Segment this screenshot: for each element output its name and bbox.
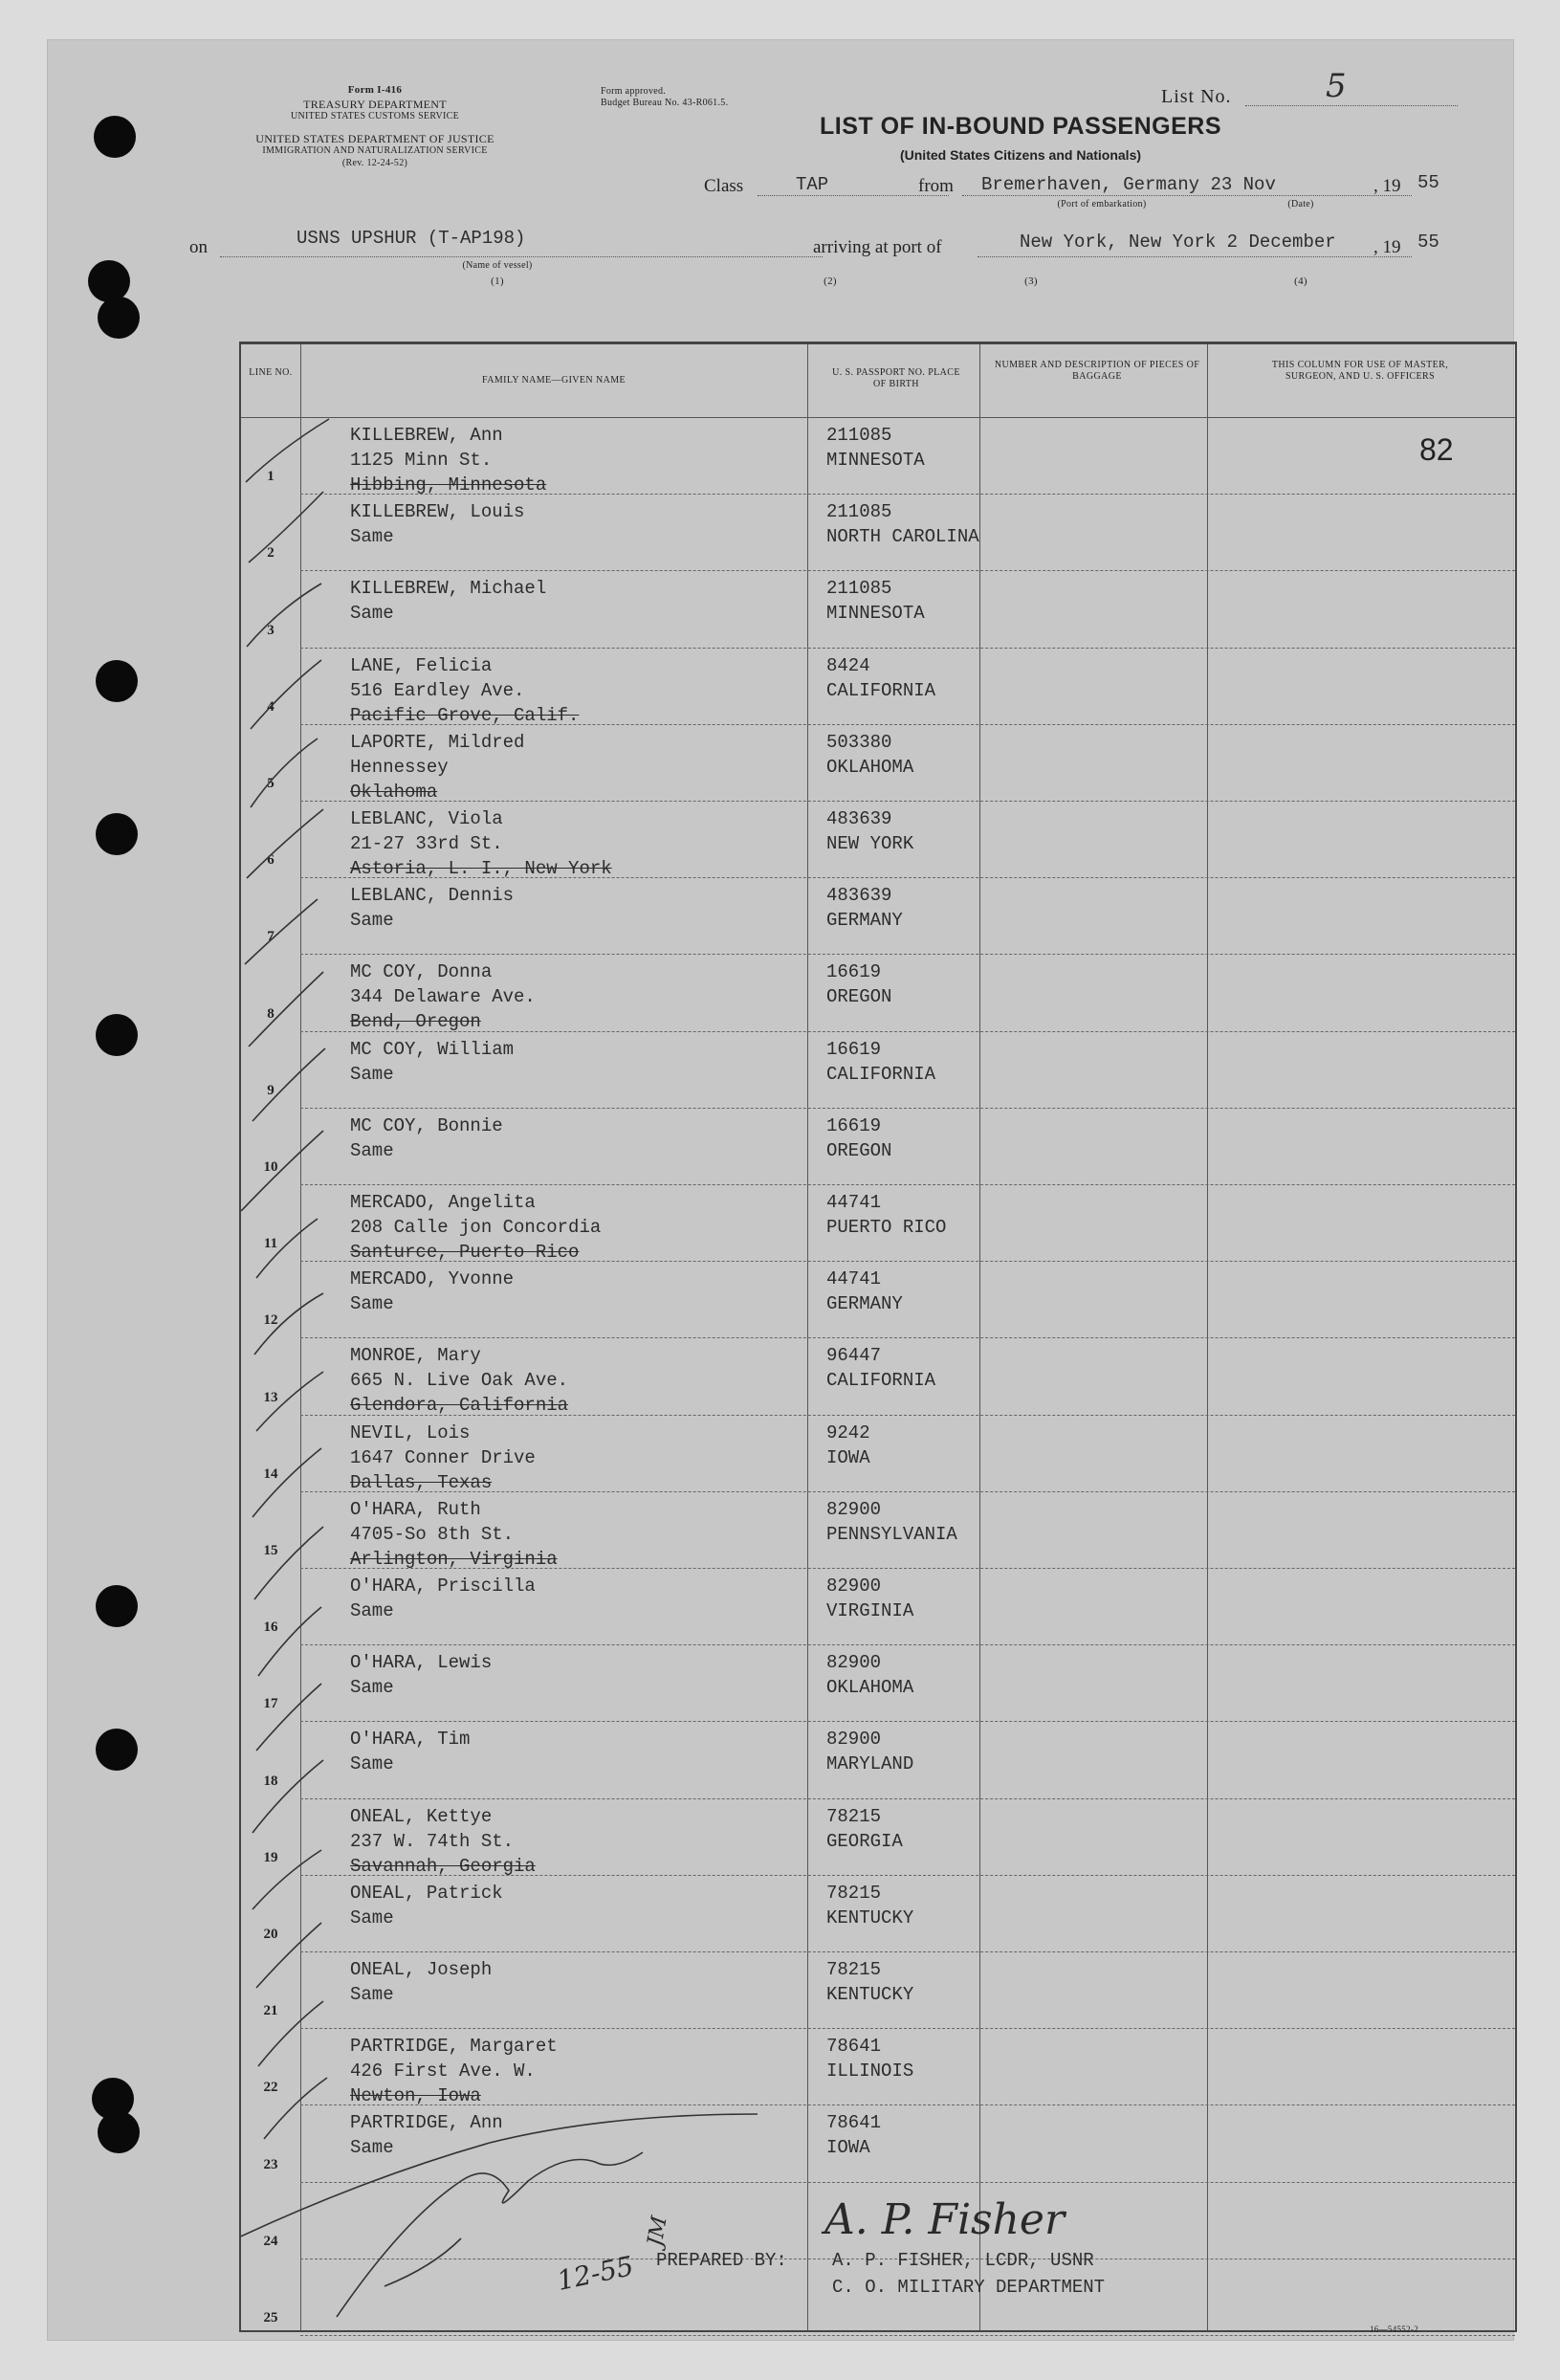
vessel-caption: (Name of vessel): [462, 260, 533, 271]
passenger-address-line: 516 Eardley Ave.: [350, 679, 525, 701]
arriving-label: arriving at port of: [813, 237, 942, 257]
line-number: 20: [263, 1927, 278, 1942]
form-number: Form I-416: [347, 84, 403, 96]
passenger-address-line: Dallas, Texas: [350, 1471, 493, 1493]
officer-signature: A. P. Fisher: [824, 2195, 1066, 2244]
passenger-address-line: Glendora, California: [350, 1395, 569, 1417]
place-of-birth: GEORGIA: [826, 1830, 903, 1852]
year-value-2: 55: [1417, 231, 1439, 253]
year-value-1: 55: [1417, 172, 1439, 193]
line-number: 19: [263, 1849, 278, 1865]
passport-number: 44741: [826, 1268, 882, 1290]
passenger-name: PARTRIDGE, Margaret: [350, 2036, 558, 2058]
place-of-birth: NEW YORK: [826, 833, 914, 854]
class-value: TAP: [796, 174, 829, 195]
passport-number: 96447: [826, 1345, 882, 1367]
passenger-name: ONEAL, Patrick: [350, 1882, 503, 1904]
passenger-address-line: Savannah, Georgia: [350, 1855, 536, 1877]
place-of-birth: NORTH CAROLINA: [826, 526, 979, 548]
arriving-underline: [978, 256, 1412, 257]
place-of-birth: CALIFORNIA: [826, 679, 936, 701]
passport-number: 78641: [826, 2036, 882, 2058]
date-caption: (Date): [1287, 199, 1314, 209]
place-of-birth: IOWA: [826, 1446, 870, 1468]
place-of-birth: PENNSYLVANIA: [826, 1523, 957, 1545]
line-number: 8: [267, 1005, 275, 1022]
passport-number: 78215: [826, 1805, 882, 1827]
line-number: 18: [263, 1773, 278, 1789]
line-number: 3: [267, 622, 275, 638]
passenger-address-line: 237 W. 74th St.: [350, 1830, 515, 1852]
place-of-birth: IOWA: [826, 2137, 870, 2159]
passenger-address-line: Same: [350, 2137, 394, 2159]
list-no-value: 5: [1326, 67, 1347, 105]
punch-hole: [98, 2111, 140, 2153]
passenger-name: O'HARA, Lewis: [350, 1652, 493, 1674]
line-number: 14: [263, 1465, 278, 1482]
line-number: 23: [263, 2156, 278, 2172]
from-underline: [962, 195, 1412, 196]
passenger-name: PARTRIDGE, Ann: [350, 2112, 503, 2134]
line-number: 22: [263, 2080, 278, 2096]
passenger-address-line: Oklahoma: [350, 781, 438, 803]
year-prefix-1: , 19: [1373, 176, 1401, 196]
line-number: 5: [267, 776, 275, 791]
punch-hole: [96, 660, 138, 702]
punch-hole: [96, 1585, 138, 1627]
place-of-birth: PUERTO RICO: [826, 1217, 947, 1238]
passenger-name: KILLEBREW, Louis: [350, 501, 525, 523]
passenger-address-line: Hennessey: [350, 756, 449, 778]
passenger-name: LEBLANC, Dennis: [350, 885, 515, 907]
passport-number: 82900: [826, 1498, 882, 1520]
passenger-address-line: 21-27 33rd St.: [350, 833, 503, 854]
passenger-address-line: Same: [350, 1293, 394, 1315]
passenger-address-line: Pacific Grove, Calif.: [350, 704, 580, 726]
header-baggage: NUMBER AND DESCRIPTION OF PIECES OF BAGGAGE: [994, 360, 1200, 382]
passenger-name: NEVIL, Lois: [350, 1421, 471, 1443]
passenger-address-line: Same: [350, 1677, 394, 1699]
passenger-name: O'HARA, Priscilla: [350, 1576, 536, 1597]
passenger-name: MERCADO, Angelita: [350, 1192, 536, 1213]
place-of-birth: ILLINOIS: [826, 2060, 914, 2082]
passenger-name: LEBLANC, Viola: [350, 808, 503, 829]
passenger-name: ONEAL, Joseph: [350, 1959, 493, 1980]
line-number: 24: [263, 2233, 278, 2249]
list-no-label: List No.: [1161, 86, 1232, 107]
passenger-address-line: Same: [350, 526, 394, 548]
year-prefix-2: , 19: [1373, 237, 1401, 257]
punch-hole: [96, 1014, 138, 1056]
column-index-1: (1): [491, 275, 504, 287]
place-of-birth: KENTUCKY: [826, 1906, 914, 1928]
line-number: 25: [263, 2310, 278, 2325]
officer-note: 82: [1419, 432, 1454, 467]
passport-number: 44741: [826, 1192, 882, 1213]
immigration-label: IMMIGRATION AND NATURALIZATION SERVICE: [262, 145, 488, 156]
passport-number: 9242: [826, 1421, 870, 1443]
print-code: 16—54552-2: [1370, 2325, 1418, 2334]
passenger-name: O'HARA, Tim: [350, 1729, 471, 1751]
passenger-name: ONEAL, Kettye: [350, 1805, 493, 1827]
place-of-birth: OKLAHOMA: [826, 756, 914, 778]
passport-number: 483639: [826, 885, 892, 907]
header-family-name: FAMILY NAME—GIVEN NAME: [481, 375, 626, 386]
passenger-name: MC COY, Donna: [350, 961, 493, 983]
passenger-address-line: Same: [350, 1139, 394, 1161]
passport-number: 483639: [826, 808, 892, 829]
passenger-address-line: 208 Calle jon Concordia: [350, 1217, 602, 1238]
marginal-date: 12-55: [554, 2249, 637, 2298]
line-number: 16: [263, 1620, 278, 1636]
passenger-address-line: Bend, Oregon: [350, 1011, 481, 1033]
passport-number: 211085: [826, 578, 892, 600]
line-number: 2: [267, 545, 275, 562]
punch-hole: [96, 813, 138, 855]
passport-number: 82900: [826, 1652, 882, 1674]
revision-label: (Rev. 12-24-52): [341, 158, 408, 168]
budget-bureau: Budget Bureau No. 43-R061.5.: [601, 98, 729, 108]
passenger-table: [239, 342, 1517, 2332]
line-number: 6: [267, 852, 275, 869]
passenger-address-line: Same: [350, 603, 394, 625]
passport-number: 78215: [826, 1882, 882, 1904]
passenger-address-line: 1125 Minn St.: [350, 450, 493, 471]
passenger-address-line: Arlington, Virginia: [350, 1548, 558, 1570]
vessel-value: USNS UPSHUR (T-AP198): [297, 228, 526, 249]
punch-hole: [96, 1729, 138, 1771]
passport-number: 82900: [826, 1576, 882, 1597]
place-of-birth: CALIFORNIA: [826, 1370, 936, 1392]
place-of-birth: OREGON: [826, 986, 892, 1008]
passenger-address-line: Hibbing, Minnesota: [350, 474, 547, 496]
passenger-address-line: Same: [350, 1063, 394, 1085]
from-label: from: [918, 176, 954, 196]
prepared-by-label: PREPARED BY:: [656, 2250, 787, 2271]
line-number: 17: [263, 1696, 278, 1712]
passenger-name: MONROE, Mary: [350, 1345, 481, 1367]
passenger-address-line: Santurce, Puerto Rico: [350, 1242, 580, 1263]
form-approved: Form approved.: [601, 86, 667, 97]
page-subtitle: (United States Citizens and Nationals): [899, 147, 1142, 163]
marginal-initials: JM: [643, 2214, 672, 2249]
passenger-address-line: Astoria, L. I., New York: [350, 858, 612, 879]
line-number: 12: [263, 1312, 278, 1329]
justice-label: UNITED STATES DEPARTMENT OF JUSTICE: [255, 132, 494, 145]
passport-number: 211085: [826, 501, 892, 523]
port-embark-caption: (Port of embarkation): [1057, 199, 1147, 209]
passport-number: 78215: [826, 1959, 882, 1980]
passport-number: 16619: [826, 1038, 882, 1060]
passenger-name: MERCADO, Yvonne: [350, 1268, 515, 1290]
line-number: 9: [267, 1082, 275, 1098]
passport-number: 211085: [826, 425, 892, 446]
on-label: on: [189, 237, 208, 257]
from-value: Bremerhaven, Germany 23 Nov: [981, 174, 1276, 195]
line-number: 13: [263, 1389, 278, 1405]
passport-number: 16619: [826, 961, 882, 983]
treasury-label: TREASURY DEPARTMENT: [303, 98, 447, 111]
passenger-address-line: Same: [350, 1753, 394, 1775]
punch-hole: [98, 297, 140, 339]
page-title: LIST OF IN-BOUND PASSENGERS: [819, 113, 1222, 140]
prepared-by-title: C. O. MILITARY DEPARTMENT: [832, 2277, 1106, 2298]
line-number: 11: [263, 1236, 278, 1252]
passenger-address-line: 4705-So 8th St.: [350, 1523, 515, 1545]
line-number: 10: [263, 1159, 278, 1175]
vessel-underline: [220, 256, 823, 257]
list-no-underline: [1245, 105, 1458, 106]
punch-hole: [94, 116, 136, 158]
pen-marks: [241, 344, 1515, 2330]
line-number: 21: [263, 2003, 278, 2019]
passenger-name: MC COY, Bonnie: [350, 1114, 503, 1136]
place-of-birth: MINNESOTA: [826, 603, 925, 625]
passenger-address-line: 426 First Ave. W.: [350, 2060, 536, 2082]
punch-hole: [88, 260, 130, 302]
passenger-address-line: 665 N. Live Oak Ave.: [350, 1370, 569, 1392]
place-of-birth: KENTUCKY: [826, 1984, 914, 2005]
passenger-address-line: Same: [350, 1600, 394, 1621]
place-of-birth: GERMANY: [826, 1293, 903, 1315]
class-label: Class: [704, 176, 744, 196]
passport-number: 503380: [826, 731, 892, 753]
header-officers: THIS COLUMN FOR USE OF MASTER, SURGEON, AND U. S. OFFICERS: [1271, 360, 1449, 382]
line-number: 15: [263, 1543, 278, 1558]
passenger-name: LAPORTE, Mildred: [350, 731, 525, 753]
passenger-name: KILLEBREW, Ann: [350, 425, 503, 446]
place-of-birth: OREGON: [826, 1139, 892, 1161]
passenger-address-line: Same: [350, 1906, 394, 1928]
line-number: 1: [267, 469, 275, 485]
passport-number: 82900: [826, 1729, 882, 1751]
passport-number: 8424: [826, 654, 870, 676]
place-of-birth: MINNESOTA: [826, 450, 925, 471]
passenger-address-line: Same: [350, 910, 394, 932]
passport-number: 16619: [826, 1114, 882, 1136]
passenger-address-line: Same: [350, 1984, 394, 2005]
line-number: 4: [267, 698, 275, 715]
manifest-sheet: [48, 40, 1513, 2340]
header-passport: U. S. PASSPORT NO. PLACE OF BIRTH: [832, 367, 960, 389]
row-separator: [300, 2335, 1515, 2336]
place-of-birth: CALIFORNIA: [826, 1063, 936, 1085]
place-of-birth: MARYLAND: [826, 1753, 914, 1775]
header-line-no: LINE NO.: [249, 367, 293, 378]
passenger-name: KILLEBREW, Michael: [350, 578, 547, 600]
passenger-name: LANE, Felicia: [350, 654, 493, 676]
passenger-address-line: Newton, Iowa: [350, 2085, 481, 2107]
prepared-by-name: A. P. FISHER, LCDR, USNR: [832, 2250, 1094, 2271]
passenger-name: MC COY, William: [350, 1038, 515, 1060]
passenger-address-line: 1647 Conner Drive: [350, 1446, 536, 1468]
place-of-birth: VIRGINIA: [826, 1600, 914, 1621]
customs-label: UNITED STATES CUSTOMS SERVICE: [290, 111, 460, 121]
column-index-2: (2): [824, 275, 837, 287]
arriving-value: New York, New York 2 December: [1020, 231, 1336, 253]
place-of-birth: GERMANY: [826, 910, 903, 932]
place-of-birth: OKLAHOMA: [826, 1677, 914, 1699]
line-number: 7: [267, 929, 275, 945]
passport-number: 78641: [826, 2112, 882, 2134]
column-index-3: (3): [1024, 275, 1038, 287]
column-index-4: (4): [1294, 275, 1307, 287]
passenger-name: O'HARA, Ruth: [350, 1498, 481, 1520]
passenger-address-line: 344 Delaware Ave.: [350, 986, 536, 1008]
